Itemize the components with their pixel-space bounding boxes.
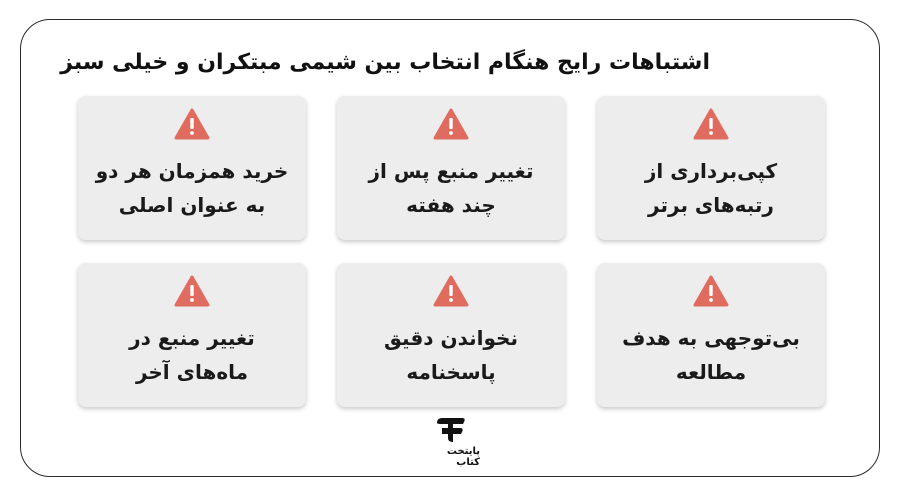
brand-logo-icon [433, 414, 467, 444]
card-text [96, 154, 289, 222]
warning-icon [433, 275, 469, 307]
card-ignore-goal [597, 263, 825, 407]
card-line: خرید همزمان هر دو [95, 159, 289, 183]
card-line: نخواندن دقیق [384, 326, 518, 350]
card-line: کپی‌برداری از [644, 159, 778, 183]
page-title: اشتباهات رایج هنگام انتخاب بین شیمی مبتکران و خیلی سبز [60, 50, 710, 75]
card-buy-both [78, 96, 306, 240]
brand-logo [420, 414, 480, 468]
card-text [384, 321, 518, 389]
card-copying-top-ranks [597, 96, 825, 240]
card-line: تغییر منبع پس از [368, 159, 534, 183]
card-line: به عنوان اصلی [118, 193, 266, 217]
warning-icon [693, 108, 729, 140]
card-line: رتبه‌های برتر [648, 193, 774, 217]
brand-logo-caption: پایتخت کتاب [446, 446, 480, 468]
card-text [129, 321, 255, 389]
card-change-source-weeks [337, 96, 565, 240]
card-line: چند هفته [406, 193, 496, 217]
card-line: بی‌توجهی به هدف [622, 326, 800, 350]
card-text [369, 154, 534, 222]
card-text [645, 154, 777, 222]
frame [20, 19, 880, 477]
card-not-reading-answers [337, 263, 565, 407]
warning-icon [174, 275, 210, 307]
card-line: تغییر منبع در [129, 326, 255, 350]
card-line: مطالعه [675, 360, 747, 384]
card-change-source-last-months [78, 263, 306, 407]
warning-icon [433, 108, 469, 140]
card-text [622, 321, 800, 389]
warning-icon [693, 275, 729, 307]
card-line: پاسخنامه [406, 360, 496, 384]
warning-icon [174, 108, 210, 140]
card-line: ماه‌های آخر [135, 360, 249, 384]
